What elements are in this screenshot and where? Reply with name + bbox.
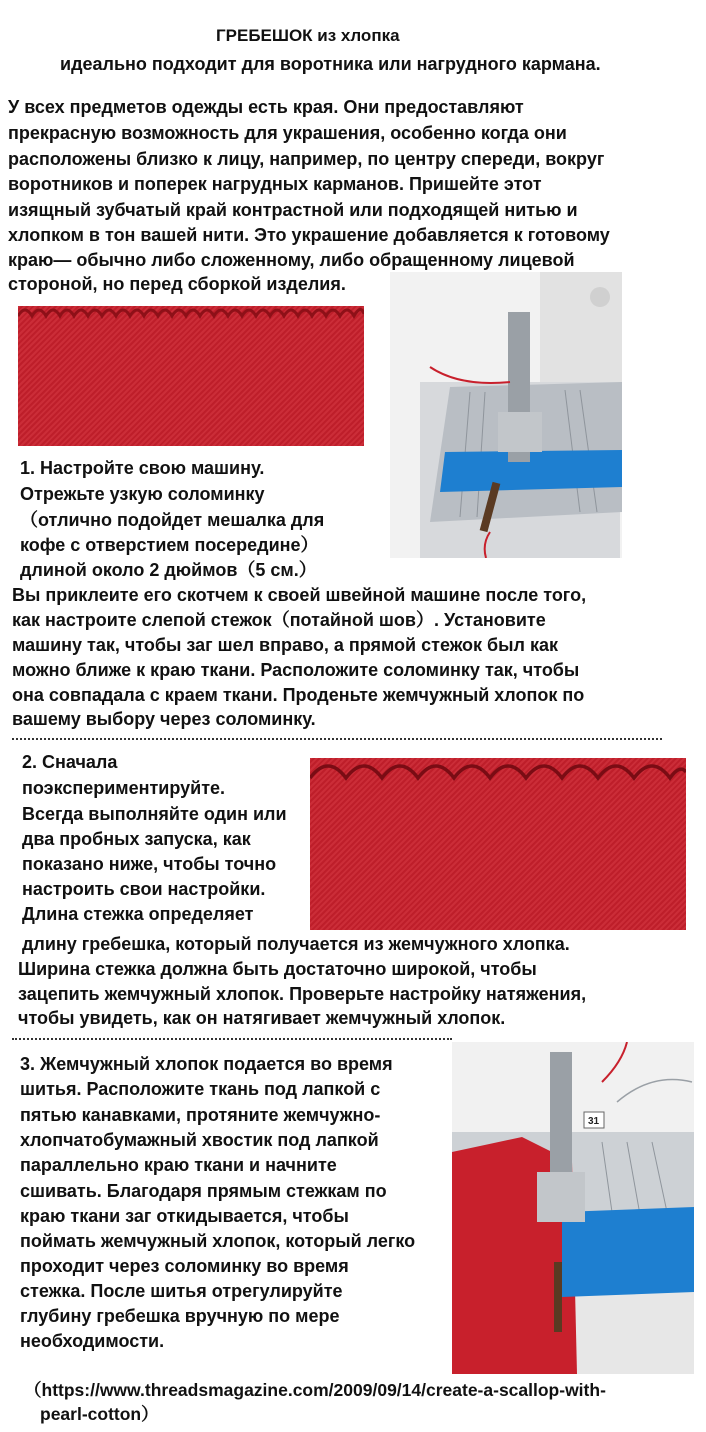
- step3-line: хлопчатобумажный хвостик под лапкой: [20, 1130, 379, 1150]
- step1-line: вашему выбору через соломинку.: [12, 709, 316, 729]
- intro-line: хлопком в тон вашей нити. Это украшение добавляется к готовому: [8, 225, 610, 245]
- intro-line: воротников и поперек нагрудных карманов. Пришейте этот: [8, 174, 542, 194]
- step2-line: чтобы увидеть, как он натягивает жемчужный хлопок.: [18, 1008, 506, 1028]
- step1-line: длиной около 2 дюймов（5 см.）: [20, 560, 317, 580]
- step1-line: можно ближе к краю ткани. Расположите соломинку так, чтобы: [12, 660, 580, 680]
- step3-line: поймать жемчужный хлопок, который легко: [20, 1231, 416, 1251]
- sewing-machine-photo-1: [390, 272, 622, 558]
- step3-line: стежка. После шитья отрегулируйте: [20, 1281, 343, 1301]
- step3-line: сшивать. Благодаря прямым стежкам по: [20, 1181, 387, 1201]
- page-subtitle: идеально подходит для воротника или нагрудного кармана.: [60, 54, 601, 74]
- step3-line: краю ткани заг откидывается, чтобы: [20, 1206, 349, 1226]
- step1-line: машину так, чтобы заг шел вправо, а прямой стежок был как: [12, 635, 558, 655]
- section-divider: [12, 1038, 452, 1040]
- step3-line: пятью канавками, протяните жемчужно-: [20, 1105, 381, 1125]
- step3-line: проходит через соломинку во время: [20, 1256, 349, 1276]
- source-line[interactable]: （https://www.threadsmagazine.com/2009/09/14/create-a-scallop-with-: [24, 1380, 606, 1400]
- step2-line: показано ниже, чтобы точно: [22, 854, 277, 874]
- step2-line: поэкспериментируйте.: [22, 778, 226, 798]
- page-title: ГРЕБЕШОК из хлопка: [216, 26, 400, 45]
- step3-line: параллельно краю ткани и начните: [20, 1155, 337, 1175]
- step2-line: 2. Сначала: [22, 752, 118, 772]
- section-divider: [12, 738, 662, 740]
- test-scallop-fabric-image: [310, 758, 686, 930]
- intro-line: У всех предметов одежды есть края. Они предоставляют: [8, 97, 524, 117]
- step2-line: два пробных запуска, как: [22, 829, 251, 849]
- step1-line: （отлично подойдет мешалка для: [20, 510, 325, 530]
- presser-foot-number: 31: [588, 1116, 600, 1127]
- scalloped-fabric-image: [18, 306, 364, 446]
- step1-line: она совпадала с краем ткани. Проденьте жемчужный хлопок по: [12, 685, 585, 705]
- step2-line: Длина стежка определяет: [22, 904, 254, 924]
- step1-line: Вы приклеите его скотчем к своей швейной машине после того,: [12, 585, 587, 605]
- step1-line: Отрежьте узкую соломинку: [20, 484, 265, 504]
- step1-line: как настроите слепой стежок（потайной шов）. Установите: [12, 610, 546, 630]
- intro-line: краю— обычно либо сложенному, либо обращенному лицевой: [8, 250, 575, 270]
- step2-line: длину гребешка, который получается из жемчужного хлопка.: [22, 934, 570, 954]
- step2-line: Ширина стежка должна быть достаточно широкой, чтобы: [18, 959, 537, 979]
- step1-line: кофе с отверстием посередине）: [20, 535, 319, 555]
- step2-line: зацепить жемчужный хлопок. Проверьте настройку натяжения,: [18, 984, 587, 1004]
- intro-line: прекрасную возможность для украшения, особенно когда они: [8, 123, 567, 143]
- scallop-edge-icon: [18, 306, 364, 322]
- scallop-edge-icon: [310, 758, 686, 788]
- step3-line: необходимости.: [20, 1331, 165, 1351]
- sewing-machine-photo-2: [452, 1042, 694, 1374]
- intro-line: изящный зубчатый край контрастной или подходящей нитью и: [8, 200, 578, 220]
- step3-line: глубину гребешка вручную по мере: [20, 1306, 340, 1326]
- step3-line: шитья. Расположите ткань под лапкой с: [20, 1079, 381, 1099]
- intro-line: расположены близко к лицу, например, по центру спереди, вокруг: [8, 149, 605, 169]
- source-line[interactable]: pearl-cotton）: [40, 1404, 159, 1424]
- step2-line: Всегда выполняйте один или: [22, 804, 287, 824]
- step3-line: 3. Жемчужный хлопок подается во время: [20, 1054, 393, 1074]
- intro-line: стороной, но перед сборкой изделия.: [8, 274, 346, 294]
- step2-line: настроить свои настройки.: [22, 879, 266, 899]
- step1-line: 1. Настройте свою машину.: [20, 458, 265, 478]
